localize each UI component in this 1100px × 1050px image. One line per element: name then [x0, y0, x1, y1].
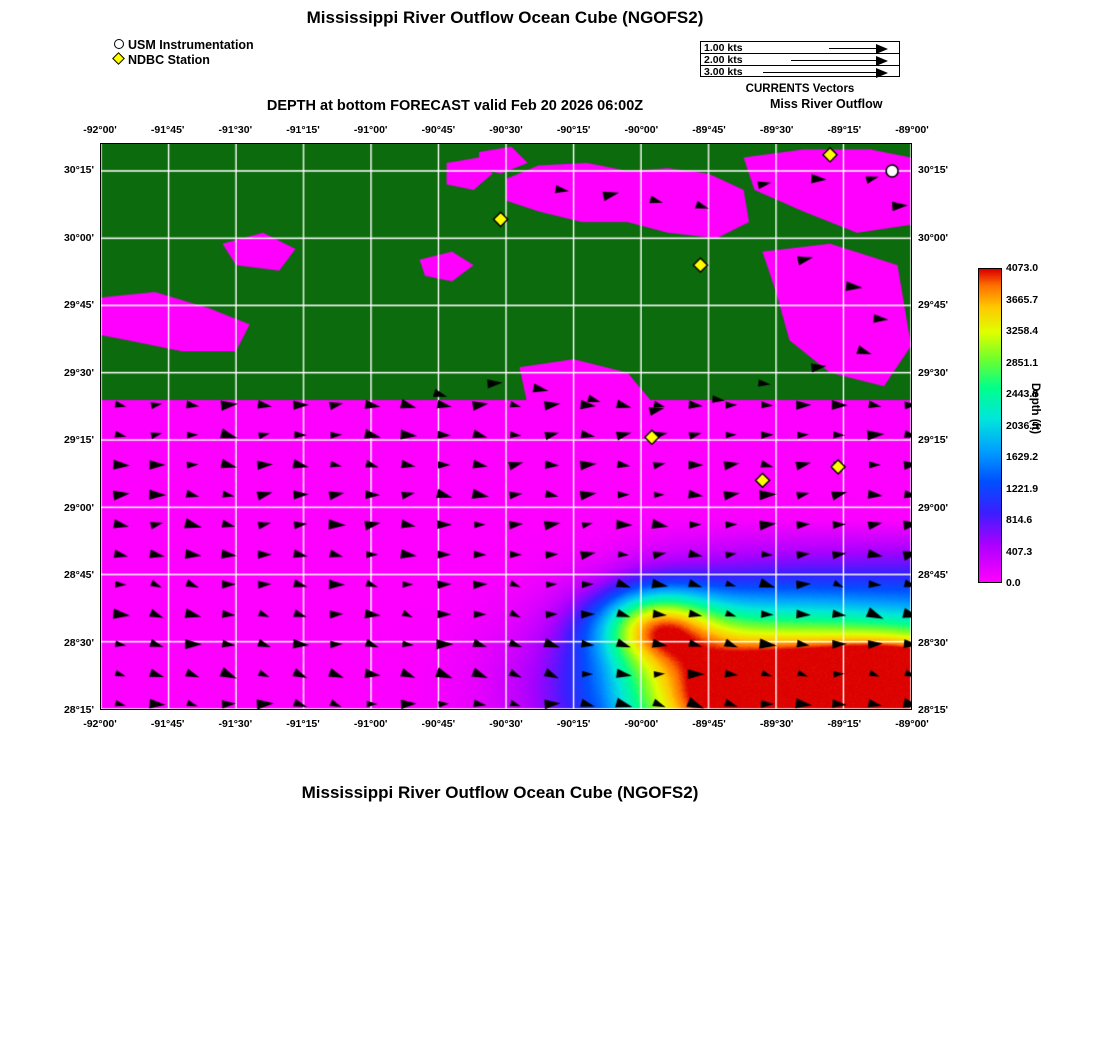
lat-tick-left: 29°00': [63, 501, 94, 514]
vector-key-label-1kt: 1.00 kts: [704, 42, 743, 54]
lon-tick-top: -89°45': [692, 124, 726, 136]
page-title: Mississippi River Outflow Ocean Cube (NGOFS2): [306, 8, 704, 27]
lat-tick-right: 30°00': [918, 231, 949, 244]
lat-tick-left: 30°00': [63, 231, 94, 244]
lat-tick-right: 29°45': [918, 299, 949, 311]
diamond-marker-icon: [112, 53, 128, 67]
lon-tick-top: -90°30': [489, 124, 523, 136]
vector-key-row-1kt: [701, 42, 899, 54]
vector-shaft-2kt: [791, 60, 876, 61]
colorbar-tick-label: 2443.8: [1006, 388, 1039, 400]
panel-label: Miss River Outflow: [770, 97, 883, 111]
lat-tick-left: 28°45': [63, 569, 94, 581]
colorbar-tick-label: 4073.0: [1006, 262, 1039, 274]
colorbar-tick-label: 1629.2: [1006, 451, 1039, 463]
lon-tick-bottom: -90°45': [421, 718, 456, 730]
lon-tick-bottom: -91°45': [150, 718, 185, 730]
colorbar-tick-label: 814.6: [1006, 514, 1033, 526]
lon-tick-top: -91°00': [353, 124, 388, 136]
lon-tick-top: -89°15': [827, 124, 862, 136]
lat-tick-left: 29°45': [63, 299, 94, 311]
vector-key-row-3kt: [701, 66, 899, 78]
vector-shaft-1kt: [829, 48, 876, 49]
forecast-subtitle: DEPTH at bottom FORECAST valid Feb 20 2026 06:00Z: [266, 98, 644, 114]
vector-shaft-3kt: [763, 72, 876, 73]
lon-tick-top: -91°15': [286, 124, 320, 136]
lat-tick-right: 28°45': [918, 569, 949, 581]
vector-head-3kt: [876, 68, 888, 78]
vector-key-caption: CURRENTS Vectors: [745, 83, 855, 95]
lon-tick-bottom: -90°00': [624, 718, 659, 730]
lat-tick-left: 28°30': [63, 636, 94, 649]
vector-head-1kt: [876, 44, 888, 54]
legend-label-ndbc: NDBC Station: [128, 53, 210, 67]
circle-marker-icon: [112, 38, 128, 52]
lat-tick-right: 29°15': [918, 434, 949, 446]
colorbar-title: Depth (ft): [1029, 383, 1041, 435]
station-legend: [112, 38, 254, 68]
colorbar-tick-label: 2851.1: [1006, 356, 1039, 369]
colorbar-tick-label: 2036.5: [1006, 419, 1039, 432]
lon-tick-bottom: -89°00': [895, 718, 929, 730]
currents-vector-key: [700, 41, 900, 77]
legend-item-ndbc: [112, 53, 254, 67]
colorbar-tick-label: 3665.7: [1006, 293, 1039, 306]
lon-tick-bottom: -90°30': [489, 718, 523, 730]
colorbar-tick-label: 407.3: [1006, 545, 1033, 558]
colorbar-tick-label: 0.0: [1006, 577, 1021, 589]
lon-tick-top: -90°00': [624, 124, 659, 136]
lon-tick-bottom: -91°00': [353, 718, 388, 730]
lon-tick-top: -90°15': [556, 124, 591, 136]
page-title-bottom: Mississippi River Outflow Ocean Cube (NGOFS2): [301, 783, 699, 802]
map-plot-area[interactable]: [100, 143, 912, 710]
lat-tick-left: 28°15': [63, 704, 94, 716]
lon-tick-bottom: -89°15': [827, 718, 862, 730]
lat-tick-left: 30°15': [63, 164, 94, 176]
vector-key-label-2kt: 2.00 kts: [704, 54, 743, 66]
legend-label-usm: USM Instrumentation: [128, 38, 254, 52]
lon-tick-bottom: -91°30': [218, 718, 253, 730]
lat-tick-right: 29°30': [918, 366, 949, 379]
lon-tick-top: -89°30': [759, 124, 794, 136]
lat-tick-right: 30°15': [918, 164, 949, 176]
lon-tick-bottom: -91°15': [286, 718, 320, 730]
lon-tick-bottom: -89°45': [692, 718, 726, 730]
lat-tick-left: 29°15': [63, 434, 94, 446]
colorbar-tick-label: 1221.9: [1006, 482, 1039, 495]
lon-tick-top: -91°30': [218, 124, 253, 136]
lat-tick-right: 29°00': [918, 501, 949, 514]
lon-tick-bottom: -90°15': [556, 718, 591, 730]
lon-tick-top: -89°00': [895, 124, 929, 136]
lon-tick-top: -90°45': [421, 124, 456, 136]
lat-tick-right: 28°15': [918, 704, 949, 716]
lat-tick-right: 28°30': [918, 636, 949, 649]
colorbar-tick-label: 3258.4: [1006, 325, 1039, 337]
lon-tick-top: -91°45': [150, 124, 185, 136]
lat-tick-left: 29°30': [63, 366, 94, 379]
vector-head-2kt: [876, 56, 888, 66]
vector-key-row-2kt: [701, 54, 899, 66]
lon-tick-top: -92°00': [83, 124, 117, 136]
colorbar-gradient: [978, 268, 1002, 583]
map-canvas[interactable]: [101, 144, 911, 709]
legend-item-usm: [112, 38, 254, 52]
lon-tick-bottom: -92°00': [83, 718, 117, 730]
vector-key-label-3kt: 3.00 kts: [704, 66, 743, 78]
lon-tick-bottom: -89°30': [759, 718, 794, 730]
